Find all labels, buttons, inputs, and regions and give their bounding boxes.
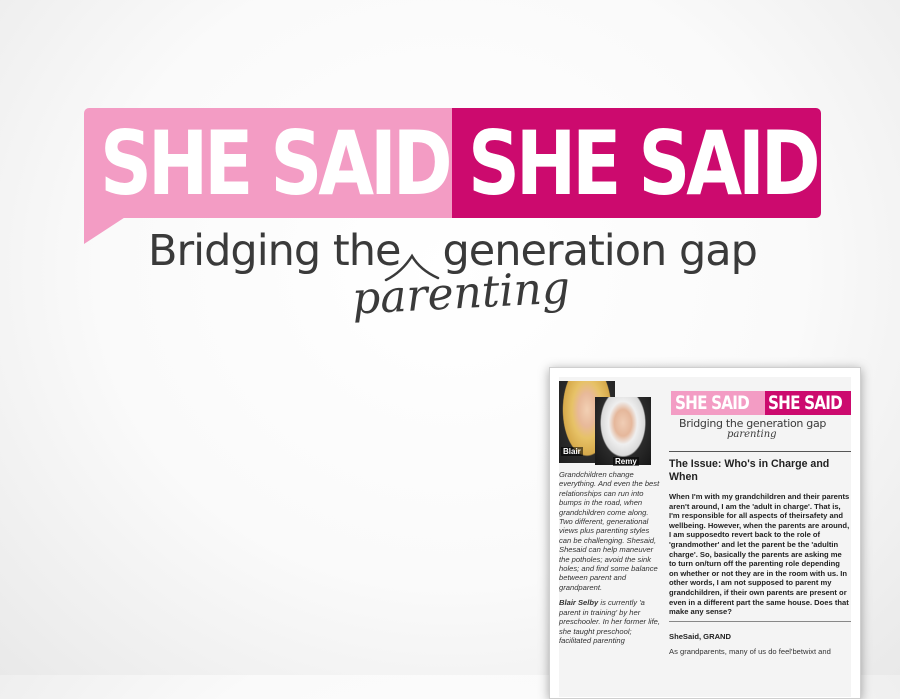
- photo-label-remy: Remy: [615, 457, 637, 466]
- mini-logo-tagline: Bridging the generation gap: [679, 417, 827, 430]
- bio-name: Blair Selby: [559, 598, 599, 608]
- sidebar-column: [559, 470, 663, 651]
- mini-logo-insert: parenting: [727, 429, 777, 440]
- issue-title: The Issue: Who's in Charge and When: [669, 458, 830, 483]
- newsletter-preview-card: [549, 367, 861, 699]
- section-divider: [669, 621, 851, 622]
- issue-body: When I'm with my grandchildren and their parents aren't around, I am the 'adult in charge'. That is, I'm responsible for all aspects of theirsafety and wellbeing. However, when the parents are around, I am supposedto revert back to the role of 'grandmother' and let the parent be the 'adultin charge'. So, basically the parents are asking me to turn on/turn off the parenting role depending on whether or not they are in the room with us. In other words, I am not supposed to parent my grandchildren, if their own parents are present or even in a different part the same house. Does that make any sense?: [669, 492, 850, 617]
- photo-label-blair: Blair: [563, 447, 581, 456]
- sidebar-intro: Grandchildren change everything. And even the best relationships can run into bumps in the road, when grandchildren come along. Two different, generational views plus parenting styles can be challenging. Shesaid, Shesaid can help maneuver the potholes; avoid the sink holes; and find some balance between parent and grandparent.: [559, 470, 660, 592]
- sidebar-bio: [559, 598, 663, 645]
- tagline-start: Bridging the: [148, 226, 401, 276]
- tagline-insert-parenting: parenting: [350, 262, 572, 325]
- author-photos: [559, 377, 669, 469]
- tagline-end: generation gap: [442, 226, 757, 276]
- article-column: [669, 451, 851, 656]
- logo-bubble-tail: [84, 214, 130, 244]
- mini-logo-word-left: SHE SAID: [675, 392, 749, 414]
- title-rule: [669, 451, 851, 452]
- reply-signoff: SheSaid, GRAND: [669, 631, 732, 641]
- bio-text: is currently 'a parent in training' by her preschooler. In her former life, she taught preschool; facilitated parenting: [559, 598, 661, 645]
- author-photo-remy: [595, 397, 651, 465]
- logo-word-right: SHE SAID: [468, 112, 817, 215]
- reply-body: As grandparents, many of us do feel'betwixt and: [669, 646, 831, 656]
- mini-logo-word-right: SHE SAID: [768, 392, 842, 414]
- logo-word-left: SHE SAID: [100, 112, 449, 215]
- newsletter-page: [559, 377, 851, 697]
